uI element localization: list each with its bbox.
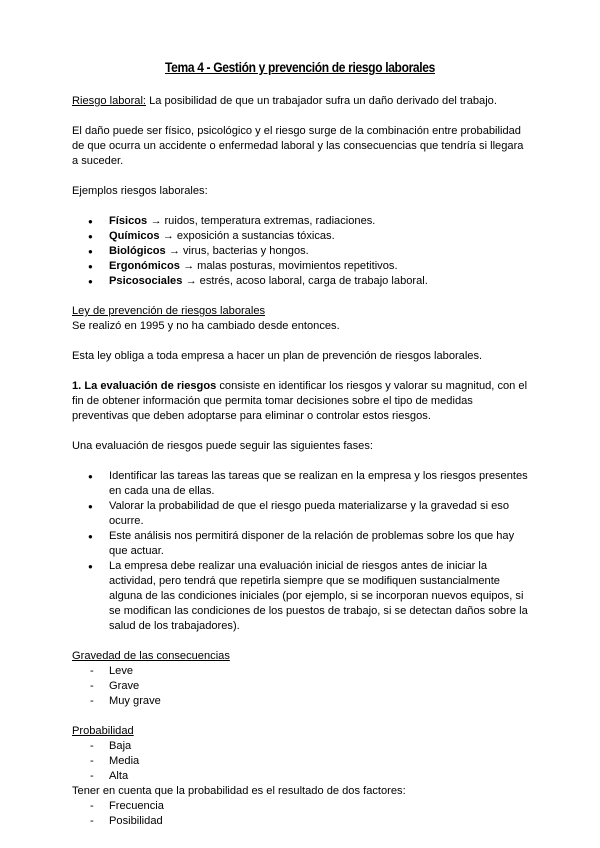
list-item: ● Psicosociales → estrés, acoso laboral, carga de trabajo laboral. [72, 274, 532, 289]
document-body [72, 94, 532, 829]
riesgo-text: La posibilidad de que un trabajador sufra un daño derivado del trabajo. [146, 95, 497, 107]
ley-heading: Ley de prevención de riesgos laborales [72, 305, 266, 317]
list-item: ● Este análisis nos permitirá disponer de la relación de problemas sobre los que hay que actuar. [72, 529, 532, 559]
gravedad-heading: Gravedad de las consecuencias [72, 650, 230, 662]
list-item: - Grave [72, 679, 532, 694]
evaluacion-bold: 1. La evaluación de riesgos [72, 380, 217, 392]
list-item: ● Físicos → ruidos, temperatura extremas, radiaciones. [72, 214, 532, 229]
probabilidad-heading: Probabilidad [72, 725, 134, 737]
list-item: - Frecuencia [72, 799, 532, 814]
evaluacion-paragraph [72, 379, 532, 424]
list-item: - Leve [72, 664, 532, 679]
probabilidad-note: Tener en cuenta que la probabilidad es el resultado de dos factores: [72, 785, 406, 797]
fases-intro: Una evaluación de riesgos puede seguir las siguientes fases: [72, 440, 373, 452]
ejemplos-list [72, 214, 532, 289]
list-item: - Posibilidad [72, 814, 532, 829]
list-item: - Baja [72, 739, 532, 754]
list-item: ● Químicos → exposición a sustancias tóxicas. [72, 229, 532, 244]
list-item: ● Biológicos → virus, bacterias y hongos. [72, 244, 532, 259]
gravedad-list [72, 664, 532, 709]
factores-list [72, 799, 532, 829]
riesgo-definition [72, 94, 532, 109]
ejemplos-intro: Ejemplos riesgos laborales: [72, 185, 208, 197]
list-item: - Muy grave [72, 694, 532, 709]
page-title: Tema 4 - Gestión y prevención de riesgo laborales [165, 59, 435, 75]
list-item: ● Identificar las tareas las tareas que se realizan en la empresa y los riesgos presentes en cada una de ellas. [72, 469, 532, 499]
ley-line1: Se realizó en 1995 y no ha cambiado desde entonces. [72, 320, 340, 332]
list-item: ● Valorar la probabilidad de que el riesgo pueda materializarse y la gravedad si eso ocurre. [72, 499, 532, 529]
fases-list [72, 469, 532, 634]
list-item: - Alta [72, 769, 532, 784]
list-item: - Media [72, 754, 532, 769]
probabilidad-list [72, 739, 532, 784]
list-item: ● La empresa debe realizar una evaluación inicial de riesgos antes de iniciar la actividad, pero tendrá que repetirla siempre que se modifiquen sustancialmente alguna de las condiciones iniciales (por ejemplo, si se incorporan nuevos equipos, si se modifican las condiciones de los puestos de trabajo, si se detectan daños sobre la salud de los trabajadores). [72, 559, 532, 634]
evaluacion-text: consiste en identificar los riesgos y valorar su magnitud, con el fin de obtener información que permita tomar decisiones sobre el tipo de medidas preventivas que deben adoptarse para eliminar o controlar estos riesgos. [72, 380, 528, 422]
riesgo-label: Riesgo laboral: [72, 95, 146, 107]
ley-line2: Esta ley obliga a toda empresa a hacer un plan de prevención de riesgos laborales. [72, 350, 483, 362]
list-item: ● Ergonómicos → malas posturas, movimientos repetitivos. [72, 259, 532, 274]
dano-paragraph: El daño puede ser físico, psicológico y el riesgo surge de la combinación entre probabilidad de que ocurra un accidente o enfermedad laboral y las consecuencias que tendría si llegara a suceder. [72, 125, 524, 167]
